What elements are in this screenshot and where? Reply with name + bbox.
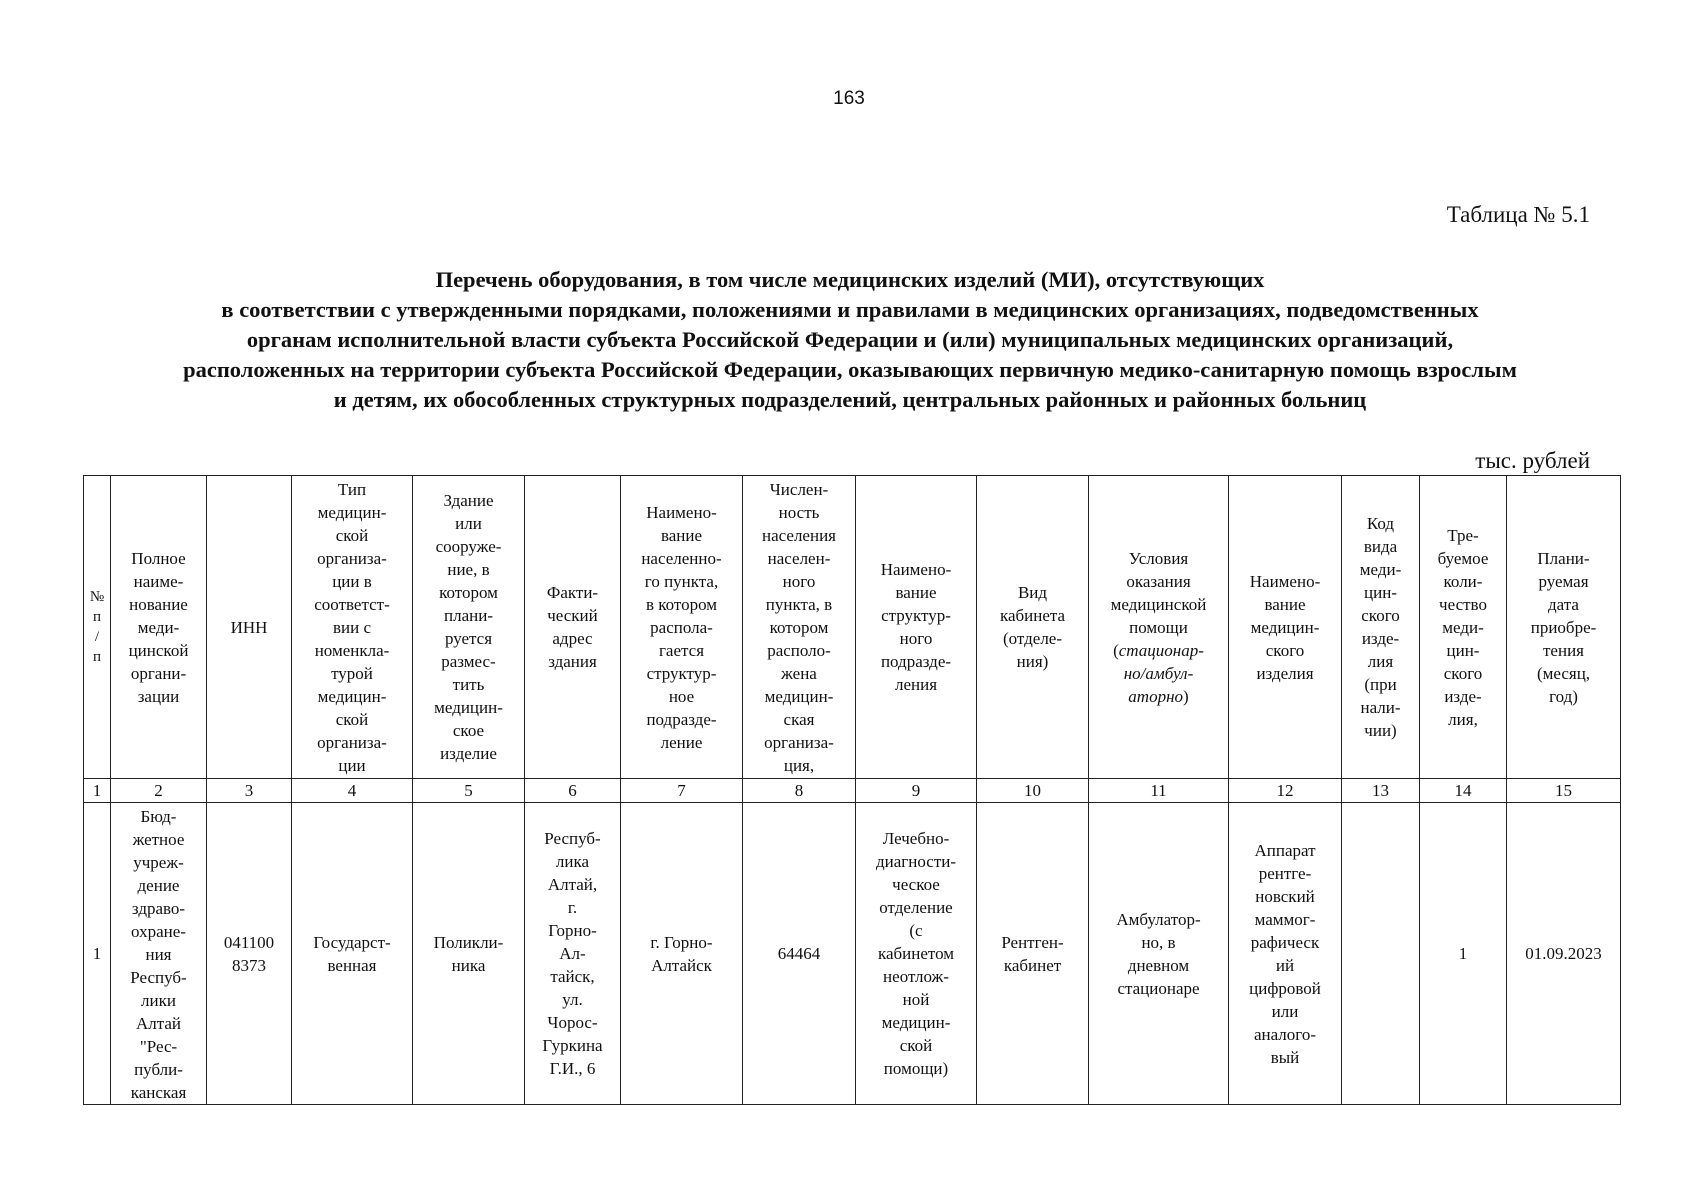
cell-cabinet-type: Рентген- кабинет	[977, 803, 1089, 1105]
cell-org-type: Государст- венная	[292, 803, 413, 1105]
column-number: 9	[856, 779, 977, 803]
header-cell-device-name: Наимено- вание медицин- ского изделия	[1229, 476, 1342, 779]
column-number: 10	[977, 779, 1089, 803]
cell-settlement: г. Горно- Алтайск	[621, 803, 743, 1105]
column-number: 11	[1089, 779, 1229, 803]
title-line: расположенных на территории субъекта Российской Федерации, оказывающих первичную медико-санитарную помощь взрослым	[183, 357, 1517, 382]
header-cell-building: Здание или сооруже- ние, в котором плани- руется размес- тить медицин- ское изделие	[413, 476, 525, 779]
header-cell-inn: ИНН	[207, 476, 292, 779]
header-cell-population: Числен- ность населения населен- ного пункта, в котором располо- жена медицин- ская организа- ция,	[743, 476, 856, 779]
cell-device-name: Аппарат рентге- новский маммог- рафическ ий цифровой или аналого- вый	[1229, 803, 1342, 1105]
column-number: 8	[743, 779, 856, 803]
header-cell-device-code: Код вида меди- цин- ского изде- лия (при нали- чии)	[1342, 476, 1420, 779]
cell-care-conditions: Амбулатор- но, в дневном стационаре	[1089, 803, 1229, 1105]
column-number: 13	[1342, 779, 1420, 803]
cell-number: 1	[84, 803, 111, 1105]
cell-subdivision: Лечебно- диагности- ческое отделение (с кабинетом неотлож- ной медицин- ской помощи)	[856, 803, 977, 1105]
column-number: 5	[413, 779, 525, 803]
column-number: 6	[525, 779, 621, 803]
column-number: 2	[111, 779, 207, 803]
header-cell-cabinet-type: Вид кабинета (отделе- ния)	[977, 476, 1089, 779]
title-line: Перечень оборудования, в том числе медицинских изделий (МИ), отсутствующих	[435, 267, 1265, 292]
column-number: 4	[292, 779, 413, 803]
header-cell-purchase-date: Плани- руемая дата приобре- тения (месяц, год)	[1507, 476, 1621, 779]
column-number: 7	[621, 779, 743, 803]
table-label: Таблица № 5.1	[1446, 202, 1590, 227]
title-line: и детям, их обособленных структурных подразделений, центральных районных и районных больниц	[333, 387, 1367, 412]
units-label: тыс. рублей	[1475, 448, 1590, 473]
cell-population: 64464	[743, 803, 856, 1105]
header-cell-subdivision: Наимено- вание структур- ного подразде- ления	[856, 476, 977, 779]
header-cell-care-conditions: Условия оказания медицинской помощи (стационар- но/амбул- аторно)	[1089, 476, 1229, 779]
equipment-table	[83, 475, 1621, 1105]
header-cell-org-name: Полное наиме- нование меди- цинской органи- зации	[111, 476, 207, 779]
title-line: органам исполнительной власти субъекта Российской Федерации и (или) муниципальных медицинских организаций,	[246, 327, 1454, 352]
column-number: 14	[1420, 779, 1507, 803]
header-cell-number: № п / п	[84, 476, 111, 779]
title-line: в соответствии с утвержденными порядками, положениями и правилами в медицинских организациях, подведомственных	[221, 297, 1479, 322]
header-cell-quantity: Тре- буемое коли- чество меди- цин- ского изде- лия,	[1420, 476, 1507, 779]
cell-quantity: 1	[1420, 803, 1507, 1105]
column-number: 3	[207, 779, 292, 803]
cell-building: Поликли- ника	[413, 803, 525, 1105]
column-number: 1	[84, 779, 111, 803]
column-number-row	[84, 779, 1621, 803]
cell-address: Респуб- лика Алтай, г. Горно- Ал- тайск, ул. Чорос- Гуркина Г.И., 6	[525, 803, 621, 1105]
table-row	[84, 803, 1621, 1105]
cell-org-name: Бюд- жетное учреж- дение здраво- охране- ния Респуб- лики Алтай "Рес- публи- канская	[111, 803, 207, 1105]
cell-device-code	[1342, 803, 1420, 1105]
document-title	[100, 265, 1600, 415]
column-number: 15	[1507, 779, 1621, 803]
column-number: 12	[1229, 779, 1342, 803]
header-cell-org-type: Тип медицин- ской организа- ции в соответст- вии с номенкла- турой медицин- ской организа- ции	[292, 476, 413, 779]
cell-inn: 041100 8373	[207, 803, 292, 1105]
header-cell-settlement: Наимено- вание населенно- го пункта, в котором распола- гается структур- ное подразде- ление	[621, 476, 743, 779]
cell-purchase-date: 01.09.2023	[1507, 803, 1621, 1105]
header-cell-address: Факти- ческий адрес здания	[525, 476, 621, 779]
header-row	[84, 476, 1621, 779]
page-number: 163	[833, 88, 865, 109]
